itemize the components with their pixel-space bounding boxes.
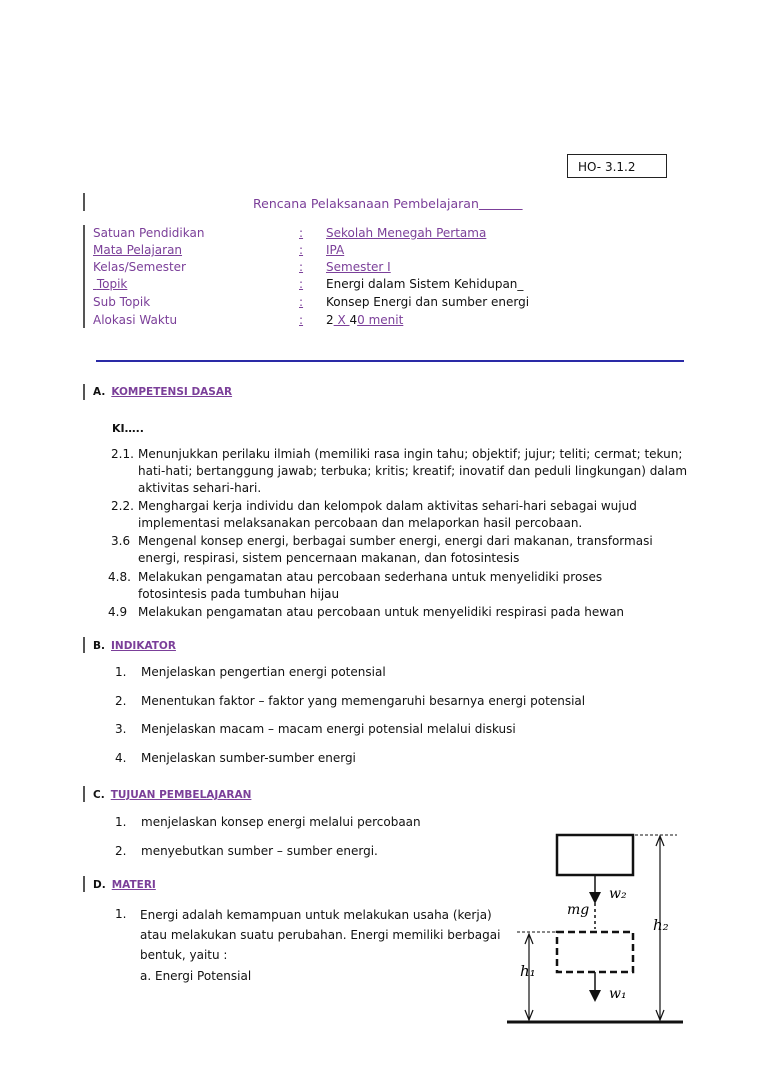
kd-number: 2.1. <box>111 447 134 461</box>
page-title <box>253 196 523 211</box>
materi-item-number: 1. <box>115 907 127 921</box>
item-text: menjelaskan konsep energi melalui percobaan <box>141 815 421 829</box>
meta-colon: : <box>299 226 304 240</box>
item-number: 2. <box>115 694 127 708</box>
item-number: 2. <box>115 844 127 858</box>
kd-number: 2.2. <box>111 499 134 513</box>
kd-item <box>108 604 698 621</box>
tujuan-item <box>115 815 421 829</box>
meta-value <box>326 313 403 327</box>
kd-number: 4.9 <box>108 605 128 619</box>
section-b-heading <box>93 640 176 652</box>
w2-label: w₂ <box>609 886 627 902</box>
h2-label: h₂ <box>653 916 669 934</box>
kd-item <box>108 569 698 603</box>
mg-label: mg <box>567 902 590 918</box>
meta-label: Mata Pelajaran <box>93 243 183 257</box>
meta-label <box>93 277 293 291</box>
materi-line: bentuk, yaitu : <box>140 948 228 962</box>
indikator-item <box>115 665 386 679</box>
tujuan-item <box>115 844 378 858</box>
item-text: Menjelaskan macam – macam energi potensial melalui diskusi <box>141 722 516 736</box>
meta-colon: : <box>299 313 304 327</box>
item-number: 3. <box>115 722 127 736</box>
item-text: Menentukan faktor – faktor yang memengaruhi besarnya energi potensial <box>141 694 586 708</box>
item-number: 1. <box>115 815 127 829</box>
alokasi-part: 2 <box>326 313 334 327</box>
section-letter: D. <box>93 879 106 891</box>
kd-item <box>108 533 698 567</box>
indikator-item <box>115 722 516 736</box>
w1-label: w₁ <box>609 986 627 1002</box>
alokasi-part: 0 menit <box>357 313 404 327</box>
margin-bar <box>83 786 85 802</box>
meta-colon: : <box>299 277 304 291</box>
title-underline-tail <box>479 196 523 211</box>
item-number: 4. <box>115 751 127 765</box>
kd-text: Menunjukkan perilaku ilmiah (memiliki rasa ingin tahu; objektif; jujur; teliti; cermat; tekun; hati-hati; bertanggung jawab; terbuka; kritis; kreatif; inovatif dan peduli lingkungan) dalam aktivitas sehari-hari. <box>138 447 688 495</box>
margin-bar <box>83 384 85 400</box>
kd-text: Mengenal konsep energi, berbagai sumber energi, energi dari makanan, transformasi energi, respirasi, sistem pencernaan makanan, dan fotosintesis <box>138 534 653 565</box>
kd-text: Melakukan pengamatan atau percobaan sederhana untuk menyelidiki proses fotosintesis pada tumbuhan hijau <box>138 570 603 601</box>
meta-value: Semester I <box>326 260 391 274</box>
materi-line: Energi adalah kemampuan untuk melakukan usaha (kerja) <box>140 908 492 922</box>
meta-colon: : <box>299 243 304 257</box>
page-title-text: Rencana Pelaksanaan Pembelajaran <box>253 196 479 211</box>
margin-bar <box>83 876 85 892</box>
divider-rule <box>96 360 684 362</box>
kd-number: 3.6 <box>111 534 131 548</box>
meta-label-text: Topik <box>96 277 128 291</box>
section-title: TUJUAN PEMBELAJARAN <box>110 789 252 801</box>
document-code: HO- 3.1.2 <box>567 154 667 178</box>
meta-margin-bar <box>83 225 85 328</box>
margin-bar <box>83 637 85 653</box>
alokasi-part: X <box>333 313 350 327</box>
upper-block <box>557 835 633 875</box>
item-text: menyebutkan sumber – sumber energi. <box>141 844 378 858</box>
item-text: Menjelaskan pengertian energi potensial <box>141 665 386 679</box>
indikator-item <box>115 694 585 708</box>
item-number: 1. <box>115 665 127 679</box>
meta-label: Satuan Pendidikan <box>93 226 205 240</box>
potential-energy-diagram <box>505 826 685 1031</box>
meta-colon: : <box>299 295 304 309</box>
lower-block <box>557 932 633 972</box>
section-letter: C. <box>93 789 105 801</box>
kd-item <box>108 498 698 532</box>
meta-value: IPA <box>326 243 345 257</box>
section-d-heading <box>93 879 156 891</box>
meta-value: Energi dalam Sistem Kehidupan_ <box>326 277 524 291</box>
materi-line: atau melakukan suatu perubahan. Energi memiliki berbagai <box>140 928 501 942</box>
section-title: INDIKATOR <box>111 640 176 652</box>
alokasi-part: 4 <box>349 313 358 327</box>
section-title: KOMPETENSI DASAR <box>111 386 233 398</box>
section-title: MATERI <box>111 879 156 891</box>
h1-label: h₁ <box>520 962 536 980</box>
meta-label: Alokasi Waktu <box>93 313 178 327</box>
section-a-heading <box>93 386 232 398</box>
section-c-heading <box>93 789 251 801</box>
ki-label: KI….. <box>112 422 144 435</box>
kd-item <box>108 446 698 497</box>
section-letter: B. <box>93 640 105 652</box>
indikator-item <box>115 751 356 765</box>
section-letter: A. <box>93 386 106 398</box>
kd-text: Menghargai kerja individu dan kelompok dalam aktivitas sehari-hari sebagai wujud implementasi melaksanakan percobaan dan melaporkan hasil percobaan. <box>138 499 637 530</box>
kd-number: 4.8. <box>108 570 131 584</box>
materi-subitem: a. Energi Potensial <box>140 969 252 983</box>
margin-bar <box>83 193 85 211</box>
meta-value: Konsep Energi dan sumber energi <box>326 295 530 309</box>
kd-text: Melakukan pengamatan atau percobaan untuk menyelidiki respirasi pada hewan <box>138 605 625 619</box>
meta-colon: : <box>299 260 304 274</box>
meta-label: Kelas/Semester <box>93 260 186 274</box>
item-text: Menjelaskan sumber-sumber energi <box>141 751 356 765</box>
meta-label: Sub Topik <box>93 295 151 309</box>
meta-value: Sekolah Menegah Pertama <box>326 226 487 240</box>
